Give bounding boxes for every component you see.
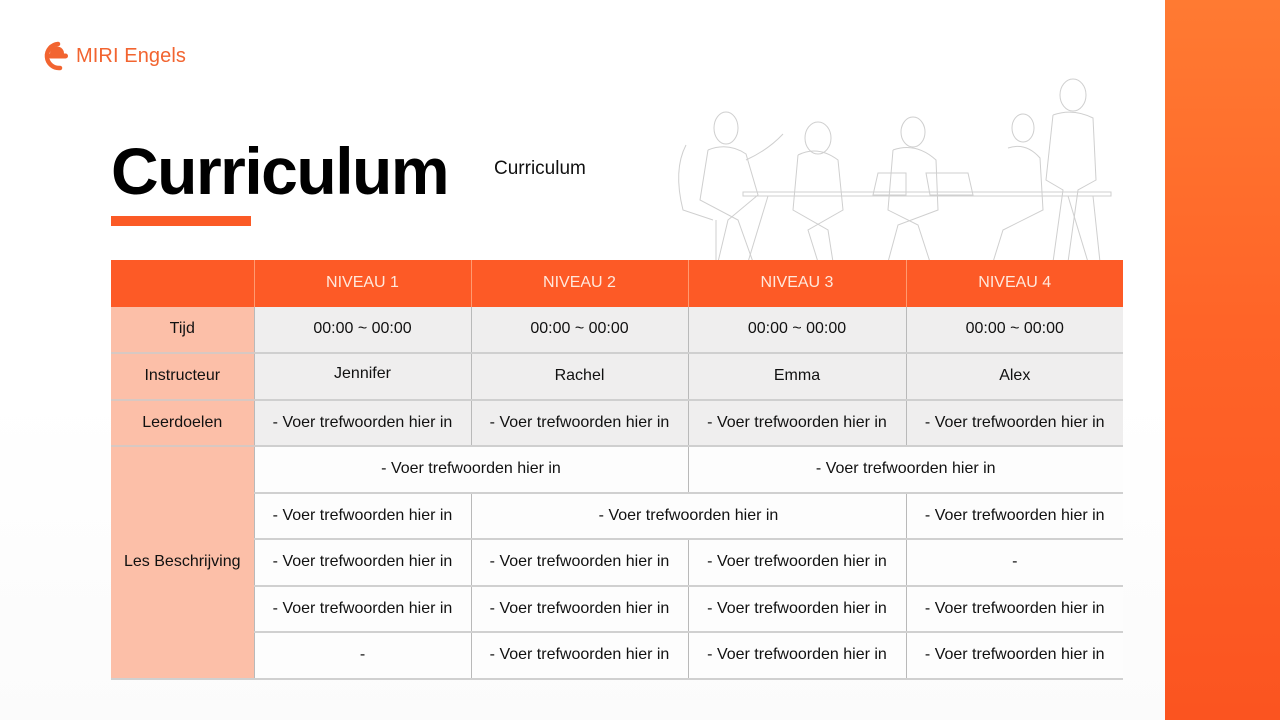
title-underline — [111, 216, 251, 226]
table-cell: - Voer trefwoorden hier in — [906, 632, 1123, 679]
table-cell: - Voer trefwoorden hier in — [254, 446, 688, 493]
table-cell: - Voer trefwoorden hier in — [906, 493, 1123, 540]
header-niveau-4: NIVEAU 4 — [906, 260, 1123, 307]
table-row-beschrijving-4 — [111, 586, 1123, 633]
table-row-tijd — [111, 307, 1123, 354]
table-row-beschrijving-3 — [111, 539, 1123, 586]
brand-logo-icon — [38, 40, 70, 72]
header-niveau-2: NIVEAU 2 — [471, 260, 688, 307]
table-cell: - Voer trefwoorden hier in — [688, 400, 906, 447]
table-cell: - Voer trefwoorden hier in — [254, 400, 471, 447]
table-cell: - Voer trefwoorden hier in — [906, 400, 1123, 447]
table-cell: - Voer trefwoorden hier in — [688, 586, 906, 633]
table-cell: - Voer trefwoorden hier in — [471, 400, 688, 447]
table-row-instructeur — [111, 353, 1123, 400]
table-cell: Rachel — [471, 353, 688, 400]
table-cell: 00:00 ~ 00:00 — [471, 307, 688, 354]
table-cell: - Voer trefwoorden hier in — [688, 446, 1123, 493]
table-row-beschrijving-2 — [111, 493, 1123, 540]
curriculum-table — [111, 260, 1123, 680]
table-cell: - Voer trefwoorden hier in — [471, 586, 688, 633]
brand — [38, 40, 186, 72]
table-header-row — [111, 260, 1123, 307]
table-cell: - Voer trefwoorden hier in — [471, 632, 688, 679]
page-title: Curriculum — [111, 134, 449, 208]
table-cell: - Voer trefwoorden hier in — [906, 586, 1123, 633]
table-cell: 00:00 ~ 00:00 — [254, 307, 471, 354]
row-label-tijd: Tijd — [111, 307, 254, 354]
table-cell: 00:00 ~ 00:00 — [906, 307, 1123, 354]
table-cell: Jennifer — [254, 353, 471, 400]
table-cell: - — [254, 632, 471, 679]
header-niveau-3: NIVEAU 3 — [688, 260, 906, 307]
brand-name: MIRI Engels — [76, 44, 187, 67]
header-corner — [111, 260, 254, 307]
row-label-instructeur: Instructeur — [111, 353, 254, 400]
table-cell: - Voer trefwoorden hier in — [471, 539, 688, 586]
page-subtitle: Curriculum — [494, 158, 586, 179]
table-row-beschrijving-1 — [111, 446, 1123, 493]
orange-side-panel — [1165, 0, 1280, 720]
table-row-leerdoelen — [111, 400, 1123, 447]
team-meeting-illustration — [668, 70, 1118, 262]
table-cell: - Voer trefwoorden hier in — [688, 539, 906, 586]
table-cell: - Voer trefwoorden hier in — [254, 493, 471, 540]
row-label-leerdoelen: Leerdoelen — [111, 400, 254, 447]
table-cell: - Voer trefwoorden hier in — [254, 539, 471, 586]
table-cell: - Voer trefwoorden hier in — [254, 586, 471, 633]
row-label-les-beschrijving: Les Beschrijving — [111, 446, 254, 679]
header-niveau-1: NIVEAU 1 — [254, 260, 471, 307]
table-cell: - Voer trefwoorden hier in — [688, 632, 906, 679]
table-row-beschrijving-5 — [111, 632, 1123, 679]
table-cell: - Voer trefwoorden hier in — [471, 493, 906, 540]
table-cell: 00:00 ~ 00:00 — [688, 307, 906, 354]
table-cell: Emma — [688, 353, 906, 400]
table-cell: - — [906, 539, 1123, 586]
table-cell: Alex — [906, 353, 1123, 400]
